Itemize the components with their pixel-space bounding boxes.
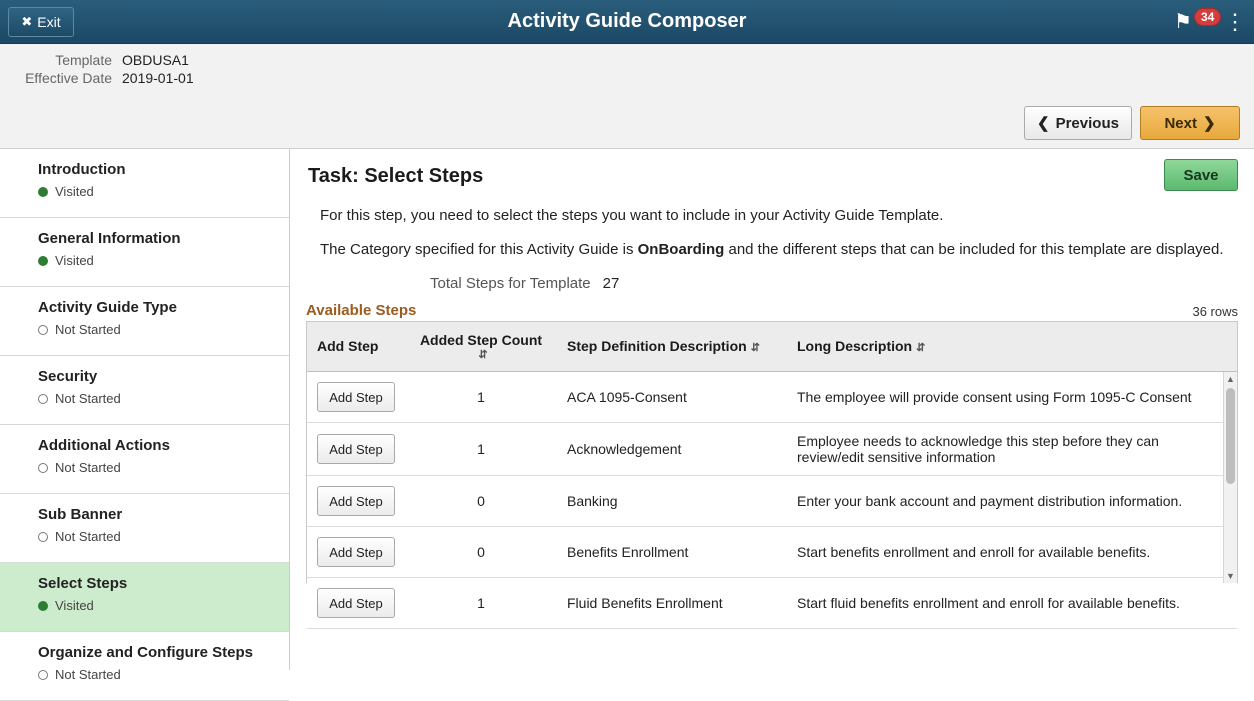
sidebar-item-status [38,184,275,199]
template-label: Template [55,52,112,68]
sidebar-item-status [38,322,275,337]
cell-step-definition: Banking [557,476,787,527]
sidebar-item-introduction[interactable] [0,149,289,218]
cell-add-step [307,527,405,578]
add-step-button[interactable]: Add Step [317,434,395,464]
notifications-button[interactable] [1174,7,1218,37]
status-dot-icon [38,532,48,542]
sidebar-item-select-steps[interactable] [0,563,289,632]
step-navigation-sidebar [0,149,290,682]
sidebar-item-status [38,667,275,682]
cell-step-definition: Fluid Benefits Enrollment [557,578,787,629]
cell-step-definition: ACA 1095-Consent [557,372,787,423]
scrollbar-thumb[interactable] [1226,388,1235,484]
status-dot-icon [38,187,48,197]
sidebar-item-label: Sub Banner [38,506,123,523]
status-dot-icon [38,325,48,335]
column-header-long-description[interactable] [787,322,1237,372]
close-icon: ✖ [21,14,33,29]
table-row [307,372,1237,423]
column-header-added-step-count[interactable] [405,322,557,372]
cell-added-step-count: 1 [405,423,557,476]
grid-vertical-scrollbar[interactable] [1223,372,1237,583]
sidebar-item-status-label: Not Started [55,322,121,337]
sidebar-item-label: Activity Guide Type [38,299,177,316]
effective-date-value: 2019-01-01 [122,70,194,86]
previous-button[interactable] [1024,106,1132,140]
table-row [307,423,1237,476]
sidebar-item-status-label: Not Started [55,667,121,682]
effective-date-row [12,70,1242,86]
column-header-step-definition-description-label: Step Definition Description [567,338,747,355]
chevron-right-icon: ❯ [1202,115,1216,132]
status-dot-icon [38,394,48,404]
sidebar-item-general-information[interactable] [0,218,289,287]
sidebar-item-label: Introduction [38,161,126,178]
sidebar-item-label: Security [38,368,98,385]
instruction-paragraph-2 [320,240,1238,260]
column-header-add-step: Add Step [307,322,405,372]
sort-icon[interactable]: ⇵ [916,342,926,355]
table-row [307,476,1237,527]
sort-icon[interactable]: ⇵ [750,342,760,355]
table-row [307,578,1237,629]
cell-long-description: The employee will provide consent using Form 1095-C Consent [787,372,1237,423]
sidebar-item-sub-banner[interactable] [0,494,289,563]
table-row [307,527,1237,578]
header-actions [1174,7,1254,37]
flag-icon: ⚑ [1174,10,1192,33]
column-header-added-step-count-label: Added Step Count [419,331,543,348]
available-steps-caption: Available Steps [306,301,417,319]
sidebar-item-status [38,598,275,613]
sidebar-item-security[interactable] [0,356,289,425]
main-content [290,149,1254,670]
status-dot-icon [38,601,48,611]
exit-button-label: Exit [37,13,61,30]
page-body [0,149,1254,682]
sidebar-item-label: Organize and Configure Steps [38,644,254,661]
cell-long-description: Enter your bank account and payment distribution information. [787,476,1237,527]
chevron-left-icon: ❮ [1037,115,1050,132]
sidebar-item-status [38,391,275,406]
status-dot-icon [38,670,48,680]
template-value: OBDUSA1 [122,52,189,68]
cell-add-step [307,372,405,423]
cell-added-step-count: 1 [405,372,557,423]
sidebar-item-status [38,460,275,475]
save-button[interactable]: Save [1164,159,1238,191]
paragraph2-pre: The Category specified for this Activity Guide is [320,241,638,259]
available-steps-table [307,322,1237,630]
add-step-button[interactable]: Add Step [317,537,395,567]
cell-long-description: Employee needs to acknowledge this step before they can review/edit sensitive information [787,423,1237,476]
scroll-down-icon[interactable]: ▼ [1226,570,1235,581]
add-step-button[interactable]: Add Step [317,486,395,516]
sidebar-item-status-label: Visited [55,253,94,268]
instruction-paragraph-1: For this step, you need to select the steps you want to include in your Activity Guide Template. [320,207,944,224]
sidebar-item-status-label: Not Started [55,460,121,475]
effective-date-label: Effective Date [25,70,112,86]
sidebar-item-status-label: Not Started [55,391,121,406]
cell-added-step-count: 1 [405,578,557,629]
app-header-bar [0,0,1254,44]
table-header [307,322,1237,372]
total-steps-label: Total Steps for Template [430,274,591,292]
column-header-step-definition-description[interactable] [557,322,787,372]
add-step-button[interactable]: Add Step [317,382,395,412]
cell-long-description: Start benefits enrollment and enroll for available benefits. [787,527,1237,578]
sidebar-item-activity-guide-type[interactable] [0,287,289,356]
rows-count-label: 36 rows [1192,303,1238,319]
cell-added-step-count: 0 [405,476,557,527]
cell-added-step-count: 0 [405,527,557,578]
table-header-row [307,322,1237,372]
next-button[interactable] [1140,106,1240,140]
paragraph2-post: and the different steps that can be included for this template are displayed. [724,241,1224,259]
available-steps-grid [306,321,1238,611]
sidebar-item-organize-and-configure-steps[interactable] [0,632,289,701]
template-row [12,52,1242,68]
sidebar-item-status [38,529,275,544]
cell-add-step [307,476,405,527]
cell-add-step [307,423,405,476]
sidebar-item-label: Select Steps [38,575,128,592]
cell-step-definition: Benefits Enrollment [557,527,787,578]
exit-button[interactable] [8,7,74,37]
sidebar-item-status-label: Not Started [55,529,121,544]
page-title: Activity Guide Composer [507,10,747,32]
status-dot-icon [38,256,48,266]
kebab-menu-icon[interactable]: ⋮ [1224,8,1246,34]
scroll-up-icon[interactable]: ▲ [1226,373,1235,384]
sidebar-item-status-label: Visited [55,598,94,613]
task-title: Task: Select Steps [308,165,484,187]
add-step-button[interactable]: Add Step [317,588,395,618]
sidebar-item-additional-actions[interactable] [0,425,289,494]
table-body [307,372,1237,629]
sort-icon[interactable]: ⇵ [478,348,488,361]
wizard-navigation [1024,106,1240,140]
column-header-long-description-label: Long Description [797,338,913,355]
category-name: OnBoarding [637,241,725,259]
grid-header [306,302,1238,319]
sidebar-item-label: General Information [38,230,181,247]
sidebar-item-status-label: Visited [55,184,94,199]
previous-button-label: Previous [1055,114,1119,132]
total-steps-value: 27 [602,274,620,292]
cell-step-definition: Acknowledgement [557,423,787,476]
cell-long-description: Start fluid benefits enrollment and enroll for available benefits. [787,578,1237,629]
cell-add-step [307,578,405,629]
sidebar-item-status [38,253,275,268]
sidebar-item-label: Additional Actions [38,437,170,454]
next-button-label: Next [1164,114,1197,132]
status-dot-icon [38,463,48,473]
total-steps-row [306,275,1238,292]
template-header [0,44,1254,149]
notification-count-badge: 34 [1194,8,1221,26]
